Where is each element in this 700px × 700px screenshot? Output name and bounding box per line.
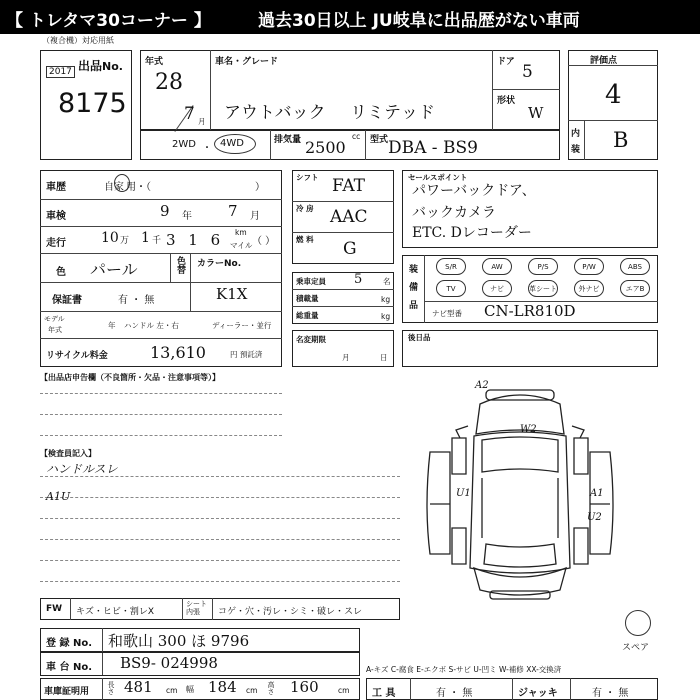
soko-mile: マイル	[230, 241, 253, 250]
teiin-unit: 名	[383, 277, 391, 286]
haikiryo-label: 排気量	[274, 135, 302, 145]
equip-sr: S/R	[436, 258, 466, 275]
hosho-value: 有 ・ 無	[118, 295, 155, 306]
shomei-label: 車庫証明用	[44, 687, 90, 697]
meihen-month-unit: 月	[342, 353, 350, 362]
soko-sen: 1	[141, 230, 150, 246]
soubi-label-1: 装	[409, 265, 419, 275]
equip-abs: ABS	[620, 258, 650, 275]
lot-no-label: No.	[102, 60, 123, 73]
height-value: 160	[290, 678, 319, 696]
naiso-label-2: 装	[571, 145, 581, 155]
diagram-w2: W2	[520, 424, 537, 435]
jack-value: 有 ・ 無	[592, 688, 629, 699]
width-unit: cm	[246, 686, 258, 695]
width-label: 幅	[186, 685, 194, 694]
kogu-value: 有 ・ 無	[436, 688, 473, 699]
drive-4wd: 4WD	[220, 138, 244, 149]
nenryo-label: 燃 料	[296, 235, 314, 244]
doors-label: ドア	[497, 57, 515, 67]
seat-label: シート 内張	[186, 600, 207, 616]
equip-navi: ナビ	[482, 280, 512, 297]
toroku-label: 登 録 No.	[46, 638, 93, 649]
model-label-1: モデル	[44, 315, 65, 323]
diagram-a1: A1	[590, 488, 604, 499]
height-label: 高さ	[267, 681, 275, 695]
soko-man-unit: 万	[120, 236, 130, 246]
shaken-month-unit: 月	[250, 211, 260, 222]
equip-tv: TV	[436, 280, 466, 297]
recycle-unit: 円 預託済	[230, 350, 263, 359]
sales-line3: ETC. Dレコーダー	[412, 225, 532, 241]
equip-aw: AW	[482, 258, 512, 275]
soubi-label-3: 品	[409, 301, 419, 311]
atozuke-box	[402, 330, 658, 367]
nenshiki-month: 7	[184, 104, 195, 124]
width-value: 184	[208, 678, 237, 696]
diagram-u1: U1	[456, 488, 471, 499]
teiin-label: 乗車定員	[296, 277, 326, 286]
shareki-opt1: 自家	[104, 182, 124, 193]
height-unit: cm	[338, 686, 350, 695]
equip-leather-seat: 革シート	[528, 280, 558, 297]
hyoka-value: 4	[605, 80, 622, 110]
shape-label: 形状	[497, 96, 516, 106]
shadai-value: BS9- 024998	[120, 654, 218, 672]
shareki-label: 車歴	[46, 182, 66, 193]
iro-label: 色	[56, 267, 66, 278]
soubi-label-2: 備	[409, 283, 419, 293]
equip-airbag: エアB	[620, 280, 650, 297]
jack-label: ジャッキ	[518, 688, 558, 699]
kogu-label: 工 具	[372, 688, 396, 699]
atozuke-label: 後日品	[408, 333, 431, 342]
equip-ps: P/S	[528, 258, 558, 275]
fw-label: FW	[46, 604, 63, 614]
length-value: 481	[124, 678, 153, 696]
shamei-grade: リミテッド	[350, 103, 435, 123]
soko-digits: 3 1 6	[166, 231, 225, 249]
model-label-2: 年式	[48, 326, 62, 334]
soko-man: 10	[101, 230, 119, 246]
hosho-label: 保証書	[52, 295, 82, 306]
recycle-value: 13,610	[150, 343, 206, 362]
shift-label: シフト	[296, 173, 319, 182]
spare-tire-icon	[625, 610, 651, 636]
model-handle: ハンドル 左・右	[124, 321, 179, 330]
sales-line1: パワーバックドア、	[412, 183, 536, 199]
spare-label: スペア	[622, 643, 650, 653]
haikiryo-unit: cc	[352, 132, 361, 141]
navi-label: ナビ型番	[432, 309, 462, 318]
meihen-label: 名変期限	[296, 335, 326, 344]
shuppinten-label: 【出品店申告欄（不良箇所・欠品・注意事項等）】	[40, 373, 220, 382]
kensa-line1: ハンドルスレ	[46, 462, 118, 476]
shaken-year: 9	[160, 202, 170, 220]
naiso-label-1: 内	[571, 129, 581, 139]
teiin-value: 5	[354, 272, 363, 287]
meihen-day-unit: 日	[380, 353, 388, 362]
shift-value: FAT	[332, 176, 366, 196]
diagram-u2: U2	[587, 512, 602, 523]
lot-label: 出品	[78, 59, 103, 73]
banner-corner: 【 トレタマ30コーナー 】	[6, 11, 211, 31]
katashiki-value: DBA - BS9	[388, 138, 478, 158]
color-no-label: カラーNo.	[197, 259, 242, 269]
reibo-value: AAC	[330, 207, 368, 227]
toroku-value: 和歌山 300 ほ 9796	[108, 632, 250, 650]
sales-line2: バックカメラ	[412, 205, 496, 221]
fukugo-note: （複合機）対応用紙	[42, 36, 114, 45]
navi-value: CN-LR810D	[484, 302, 576, 320]
diagram-a2: A2	[475, 380, 489, 391]
length-label: 長さ	[107, 681, 115, 695]
soko-label: 走行	[46, 238, 66, 249]
lot-number: 8175	[58, 88, 127, 119]
color-no-value: K1X	[216, 285, 248, 303]
iro-mark: 色替	[175, 256, 185, 274]
shape-value: W	[528, 104, 544, 122]
banner-text: 過去30日以上 JU岐阜に出品歴がない車両	[258, 11, 580, 31]
model-year-unit: 年	[108, 321, 116, 330]
sekisai-unit: kg	[381, 295, 391, 304]
nenshiki-month-unit: 月	[198, 117, 206, 126]
sojuryo-label: 総重量	[296, 311, 319, 320]
equip-ext-navi: 外ナビ	[574, 280, 604, 297]
soko-sen-unit: 千	[152, 236, 162, 246]
sojuryo-unit: kg	[381, 312, 391, 321]
hyoka-label: 評価点	[590, 56, 618, 66]
nenshiki-label: 年式	[145, 57, 164, 67]
shareki-opt2: 用・（	[126, 182, 151, 193]
iro-value: パール	[90, 260, 138, 279]
shadai-label: 車 台 No.	[46, 662, 93, 673]
soko-extra: （ ）	[252, 236, 276, 247]
shamei-label: 車名・グレード	[215, 57, 279, 67]
equip-pw: P/W	[574, 258, 604, 275]
nenryo-value: G	[343, 239, 357, 259]
doors-value: 5	[522, 62, 533, 82]
nenshiki-year: 28	[155, 70, 183, 95]
lot-year-tag: 2017	[46, 66, 75, 78]
recycle-label: リサイクル料金	[46, 351, 108, 361]
shaken-month: 7	[228, 202, 238, 220]
model-dealer: ディーラー・並行	[212, 321, 272, 330]
damage-legend: A-キズ C-腐食 E-エクボ S-サビ U-凹ミ W-補修 XX-交換済	[366, 665, 562, 674]
sales-label: セールスポイント	[408, 173, 468, 182]
kensa-line2: A1U	[46, 490, 71, 503]
haikiryo-value: 2500	[305, 138, 346, 157]
length-unit: cm	[166, 686, 178, 695]
shamei-name: アウトバック	[224, 103, 326, 123]
katashiki-label: 型式	[370, 135, 389, 145]
sekisai-label: 積載量	[296, 294, 319, 303]
drive-2wd: 2WD	[172, 139, 196, 150]
seat-items: コゲ・穴・汚レ・シミ・破レ・スレ	[218, 607, 363, 617]
naiso-value: B	[613, 128, 629, 152]
kensa-label: 【検査員記入】	[40, 449, 96, 458]
shareki-close: ）	[255, 182, 265, 193]
reibo-label: 冷 房	[296, 204, 314, 213]
drive-dot: ・	[202, 143, 212, 154]
soko-km: km	[235, 228, 247, 237]
shaken-label: 車検	[46, 211, 66, 222]
fw-items: キズ・ヒビ・割レX	[76, 607, 154, 617]
shaken-year-unit: 年	[182, 211, 192, 222]
